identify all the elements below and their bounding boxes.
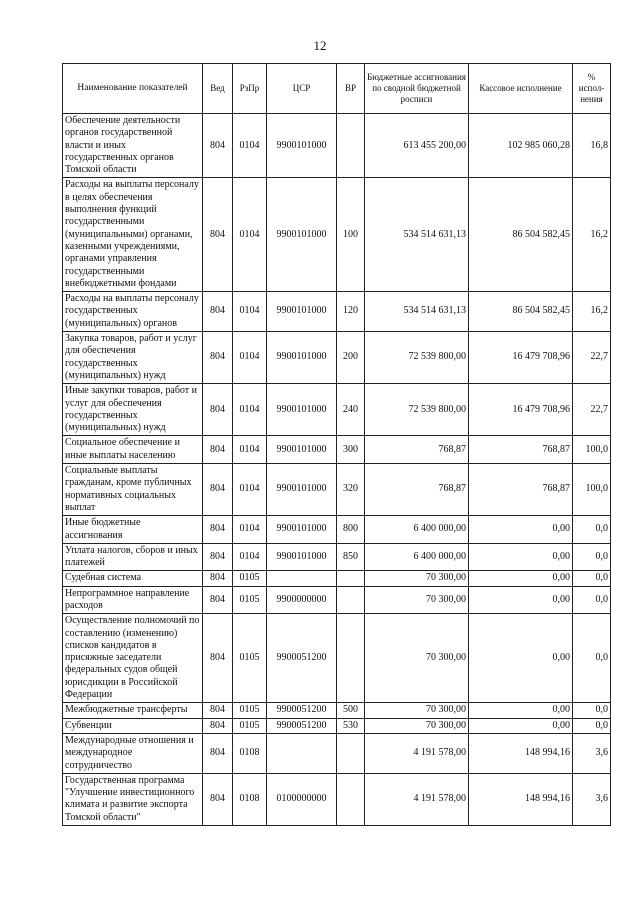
row-percent: 100,0 [573,436,611,464]
table-header-row [63,64,611,114]
row-vr [337,114,365,178]
table-row [63,703,611,718]
row-csr: 9900101000 [267,114,337,178]
row-percent: 0,0 [573,703,611,718]
row-rzpr: 0104 [233,332,267,384]
row-name: Расходы на выплаты персоналу государственных (муниципальных) органов [63,292,203,332]
table-row [63,733,611,773]
row-cash: 16 479 708,96 [469,332,573,384]
row-name: Непрограммное направление расходов [63,586,203,614]
row-cash: 0,00 [469,703,573,718]
row-ved: 804 [203,614,233,703]
row-csr: 9900101000 [267,292,337,332]
row-csr: 9900101000 [267,384,337,436]
row-name: Осуществление полномочий по составлению (изменению) списков кандидатов в присяжные заседатели федеральных судов общей юрисдикции в Российской Федерации [63,614,203,703]
row-rzpr: 0104 [233,436,267,464]
row-csr: 9900101000 [267,516,337,544]
row-ved: 804 [203,733,233,773]
row-cash: 102 985 060,28 [469,114,573,178]
budget-execution-table [62,63,611,826]
row-budget: 6 400 000,00 [365,543,469,571]
row-csr: 9900101000 [267,464,337,516]
row-name: Иные закупки товаров, работ и услуг для обеспечения государственных (муниципальных) нужд [63,384,203,436]
row-rzpr: 0104 [233,464,267,516]
row-vr [337,614,365,703]
row-cash: 768,87 [469,464,573,516]
row-rzpr: 0105 [233,571,267,586]
row-csr [267,733,337,773]
row-ved: 804 [203,571,233,586]
row-cash: 0,00 [469,516,573,544]
row-csr: 9900051200 [267,703,337,718]
table-row [63,114,611,178]
table-row [63,773,611,825]
row-budget: 70 300,00 [365,571,469,586]
header-rzpr: РзПр [233,64,267,114]
row-name: Расходы на выплаты персоналу в целях обеспечения выполнения функций государственными (муниципальными) органами, казенными учреждениями, органами управления государственными внебюджетными фондами [63,178,203,292]
table-row [63,543,611,571]
row-ved: 804 [203,543,233,571]
row-name: Субвенции [63,718,203,733]
header-budget: Бюджетные ассигнования по сводной бюджетной росписи [365,64,469,114]
row-cash: 86 504 582,45 [469,178,573,292]
row-cash: 148 994,16 [469,733,573,773]
row-budget: 70 300,00 [365,703,469,718]
row-ved: 804 [203,718,233,733]
table-row [63,718,611,733]
row-rzpr: 0104 [233,384,267,436]
header-ved: Вед [203,64,233,114]
row-csr: 9900051200 [267,614,337,703]
row-percent: 22,7 [573,332,611,384]
row-budget: 613 455 200,00 [365,114,469,178]
row-vr: 320 [337,464,365,516]
row-vr: 120 [337,292,365,332]
table-row [63,384,611,436]
row-csr: 9900101000 [267,436,337,464]
row-cash: 86 504 582,45 [469,292,573,332]
row-rzpr: 0104 [233,292,267,332]
row-name: Социальное обеспечение и иные выплаты населению [63,436,203,464]
row-percent: 16,2 [573,292,611,332]
row-percent: 3,6 [573,733,611,773]
table-row [63,586,611,614]
table-row [63,436,611,464]
row-rzpr: 0105 [233,614,267,703]
row-percent: 0,0 [573,718,611,733]
row-ved: 804 [203,384,233,436]
row-budget: 768,87 [365,436,469,464]
header-csr: ЦСР [267,64,337,114]
row-name: Государственная программа "Улучшение инвестиционного климата и развитие экспорта Томской области" [63,773,203,825]
row-csr: 9900101000 [267,332,337,384]
row-budget: 534 514 631,13 [365,292,469,332]
row-vr: 500 [337,703,365,718]
row-ved: 804 [203,178,233,292]
row-budget: 534 514 631,13 [365,178,469,292]
row-vr: 850 [337,543,365,571]
row-rzpr: 0105 [233,718,267,733]
row-csr [267,571,337,586]
row-percent: 0,0 [573,586,611,614]
row-ved: 804 [203,773,233,825]
row-name: Уплата налогов, сборов и иных платежей [63,543,203,571]
row-name: Обеспечение деятельности органов государственной власти и иных государственных органов Томской области [63,114,203,178]
row-ved: 804 [203,292,233,332]
row-cash: 0,00 [469,586,573,614]
row-vr [337,733,365,773]
row-name: Международные отношения и международное сотрудничество [63,733,203,773]
row-rzpr: 0104 [233,543,267,571]
row-budget: 72 539 800,00 [365,384,469,436]
row-name: Судебная система [63,571,203,586]
row-cash: 0,00 [469,543,573,571]
row-vr: 200 [337,332,365,384]
header-cash: Кассовое исполнение [469,64,573,114]
table-row [63,292,611,332]
row-csr: 9900101000 [267,178,337,292]
table-row [63,178,611,292]
row-name: Иные бюджетные ассигнования [63,516,203,544]
row-rzpr: 0104 [233,114,267,178]
row-name: Межбюджетные трансферты [63,703,203,718]
row-name: Социальные выплаты гражданам, кроме публичных нормативных социальных выплат [63,464,203,516]
row-cash: 0,00 [469,718,573,733]
row-percent: 0,0 [573,571,611,586]
row-percent: 100,0 [573,464,611,516]
row-ved: 804 [203,464,233,516]
row-rzpr: 0104 [233,178,267,292]
table-row [63,516,611,544]
row-budget: 70 300,00 [365,614,469,703]
table-row [63,571,611,586]
row-percent: 0,0 [573,543,611,571]
row-percent: 16,8 [573,114,611,178]
row-csr: 9900101000 [267,543,337,571]
row-rzpr: 0108 [233,733,267,773]
row-csr: 0100000000 [267,773,337,825]
header-name: Наименование показателей [63,64,203,114]
table-row [63,464,611,516]
row-vr: 530 [337,718,365,733]
row-vr [337,571,365,586]
row-budget: 768,87 [365,464,469,516]
row-budget: 4 191 578,00 [365,733,469,773]
row-cash: 768,87 [469,436,573,464]
row-ved: 804 [203,436,233,464]
row-budget: 70 300,00 [365,718,469,733]
row-cash: 0,00 [469,614,573,703]
row-percent: 0,0 [573,516,611,544]
row-budget: 70 300,00 [365,586,469,614]
table-row [63,614,611,703]
table-row [63,332,611,384]
row-rzpr: 0104 [233,516,267,544]
row-vr [337,773,365,825]
row-rzpr: 0105 [233,703,267,718]
row-cash: 16 479 708,96 [469,384,573,436]
row-csr: 9900051200 [267,718,337,733]
row-vr: 300 [337,436,365,464]
row-percent: 16,2 [573,178,611,292]
row-ved: 804 [203,703,233,718]
row-budget: 4 191 578,00 [365,773,469,825]
row-rzpr: 0108 [233,773,267,825]
header-vr: ВР [337,64,365,114]
row-cash: 0,00 [469,571,573,586]
row-ved: 804 [203,586,233,614]
row-vr: 100 [337,178,365,292]
row-ved: 804 [203,114,233,178]
row-ved: 804 [203,516,233,544]
row-rzpr: 0105 [233,586,267,614]
header-percent: % испол-нения [573,64,611,114]
row-csr: 9900000000 [267,586,337,614]
row-percent: 3,6 [573,773,611,825]
row-ved: 804 [203,332,233,384]
row-budget: 72 539 800,00 [365,332,469,384]
row-vr [337,586,365,614]
row-name: Закупка товаров, работ и услуг для обеспечения государственных (муниципальных) нужд [63,332,203,384]
row-percent: 22,7 [573,384,611,436]
row-cash: 148 994,16 [469,773,573,825]
row-vr: 800 [337,516,365,544]
row-budget: 6 400 000,00 [365,516,469,544]
row-percent: 0,0 [573,614,611,703]
row-vr: 240 [337,384,365,436]
page-number: 12 [313,38,327,53]
